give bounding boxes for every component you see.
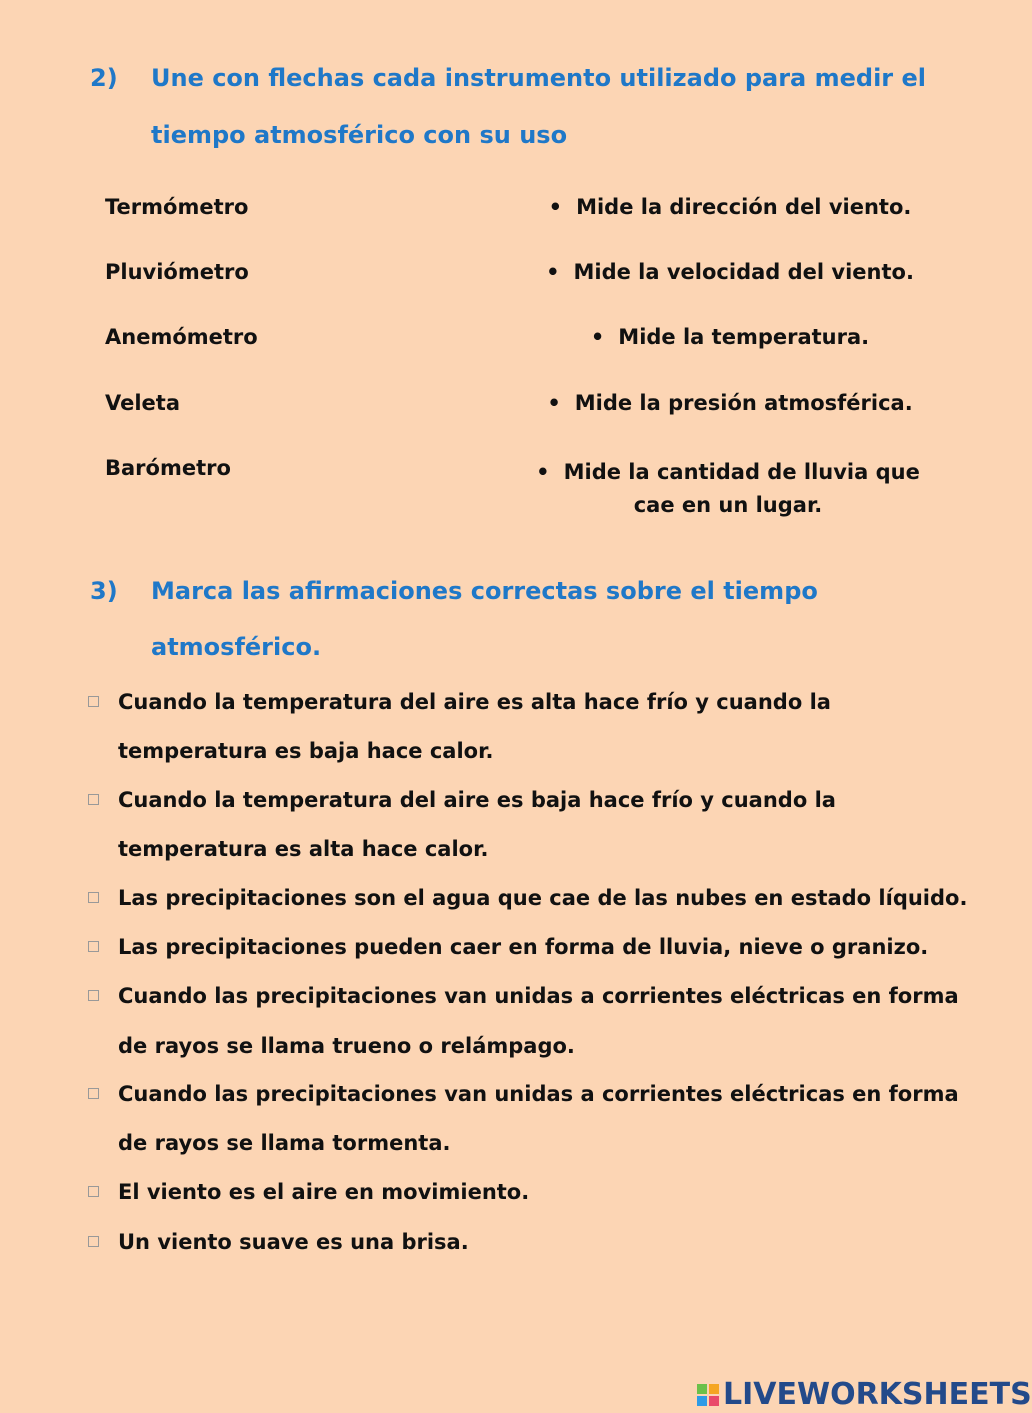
bullet-icon: • — [590, 325, 605, 349]
statement-text: Un viento suave es una brisa. — [118, 1230, 469, 1254]
bullet-icon: • — [536, 460, 550, 484]
checkbox[interactable] — [88, 1186, 99, 1197]
instrument-barometro[interactable]: Barómetro — [105, 456, 231, 480]
statement-text-continued: de rayos se llama trueno o relámpago. — [118, 1034, 575, 1058]
statement-text: Cuando las precipitaciones van unidas a corrientes eléctricas en forma — [118, 984, 959, 1008]
statement-text-continued: de rayos se llama tormenta. — [118, 1131, 451, 1155]
checkbox[interactable] — [88, 1236, 99, 1247]
statement-text: Las precipitaciones son el agua que cae de las nubes en estado líquido. — [118, 886, 968, 910]
instrument-pluviometro[interactable]: Pluviómetro — [105, 260, 249, 284]
question-2-line-1: Une con flechas cada instrumento utilizado para medir el — [151, 64, 926, 92]
checkbox[interactable] — [88, 794, 99, 805]
use-text: Mide la velocidad del viento. — [573, 260, 914, 284]
checkbox[interactable] — [88, 892, 99, 903]
checkbox[interactable] — [88, 696, 99, 707]
bullet-icon: • — [547, 391, 561, 415]
instrument-anemometro[interactable]: Anemómetro — [105, 325, 258, 349]
checkbox[interactable] — [88, 941, 99, 952]
bullet-icon: • — [546, 260, 560, 284]
statement-text: Cuando la temperatura del aire es baja hace frío y cuando la — [118, 788, 836, 812]
logo-icon — [697, 1384, 719, 1406]
use-text: Mide la dirección del viento. — [576, 195, 912, 219]
use-item[interactable] — [540, 195, 920, 219]
statement-text: Las precipitaciones pueden caer en forma de lluvia, nieve o granizo. — [118, 935, 929, 959]
use-text: Mide la cantidad de lluvia que — [563, 460, 920, 484]
bullet-icon: • — [548, 195, 563, 219]
question-3-number: 3) — [90, 577, 118, 605]
logo-text: LIVEWORKSHEETS — [723, 1377, 1032, 1412]
liveworksheets-logo[interactable] — [697, 1377, 1032, 1412]
instrument-veleta[interactable]: Veleta — [105, 391, 180, 415]
use-item[interactable] — [540, 260, 920, 284]
statement-text-continued: temperatura es baja hace calor. — [118, 739, 494, 763]
instrument-termometro[interactable]: Termómetro — [105, 195, 249, 219]
use-item[interactable] — [540, 325, 920, 349]
checkbox[interactable] — [88, 990, 99, 1001]
use-item[interactable] — [540, 391, 920, 415]
question-2-number: 2) — [90, 64, 118, 92]
statement-text: El viento es el aire en movimiento. — [118, 1180, 530, 1204]
statement-text: Cuando la temperatura del aire es alta hace frío y cuando la — [118, 690, 831, 714]
use-text: Mide la temperatura. — [618, 325, 870, 349]
question-2-line-2: tiempo atmosférico con su uso — [151, 121, 568, 149]
question-3-line-2: atmosférico. — [151, 633, 322, 661]
checkbox[interactable] — [88, 1088, 99, 1099]
statement-text-continued: temperatura es alta hace calor. — [118, 837, 489, 861]
use-text: Mide la presión atmosférica. — [574, 391, 913, 415]
use-text-continued: cae en un lugar. — [633, 493, 823, 517]
statement-text: Cuando las precipitaciones van unidas a corrientes eléctricas en forma — [118, 1082, 959, 1106]
use-item[interactable] — [528, 456, 928, 522]
question-3-line-1: Marca las afirmaciones correctas sobre el tiempo — [151, 577, 818, 605]
